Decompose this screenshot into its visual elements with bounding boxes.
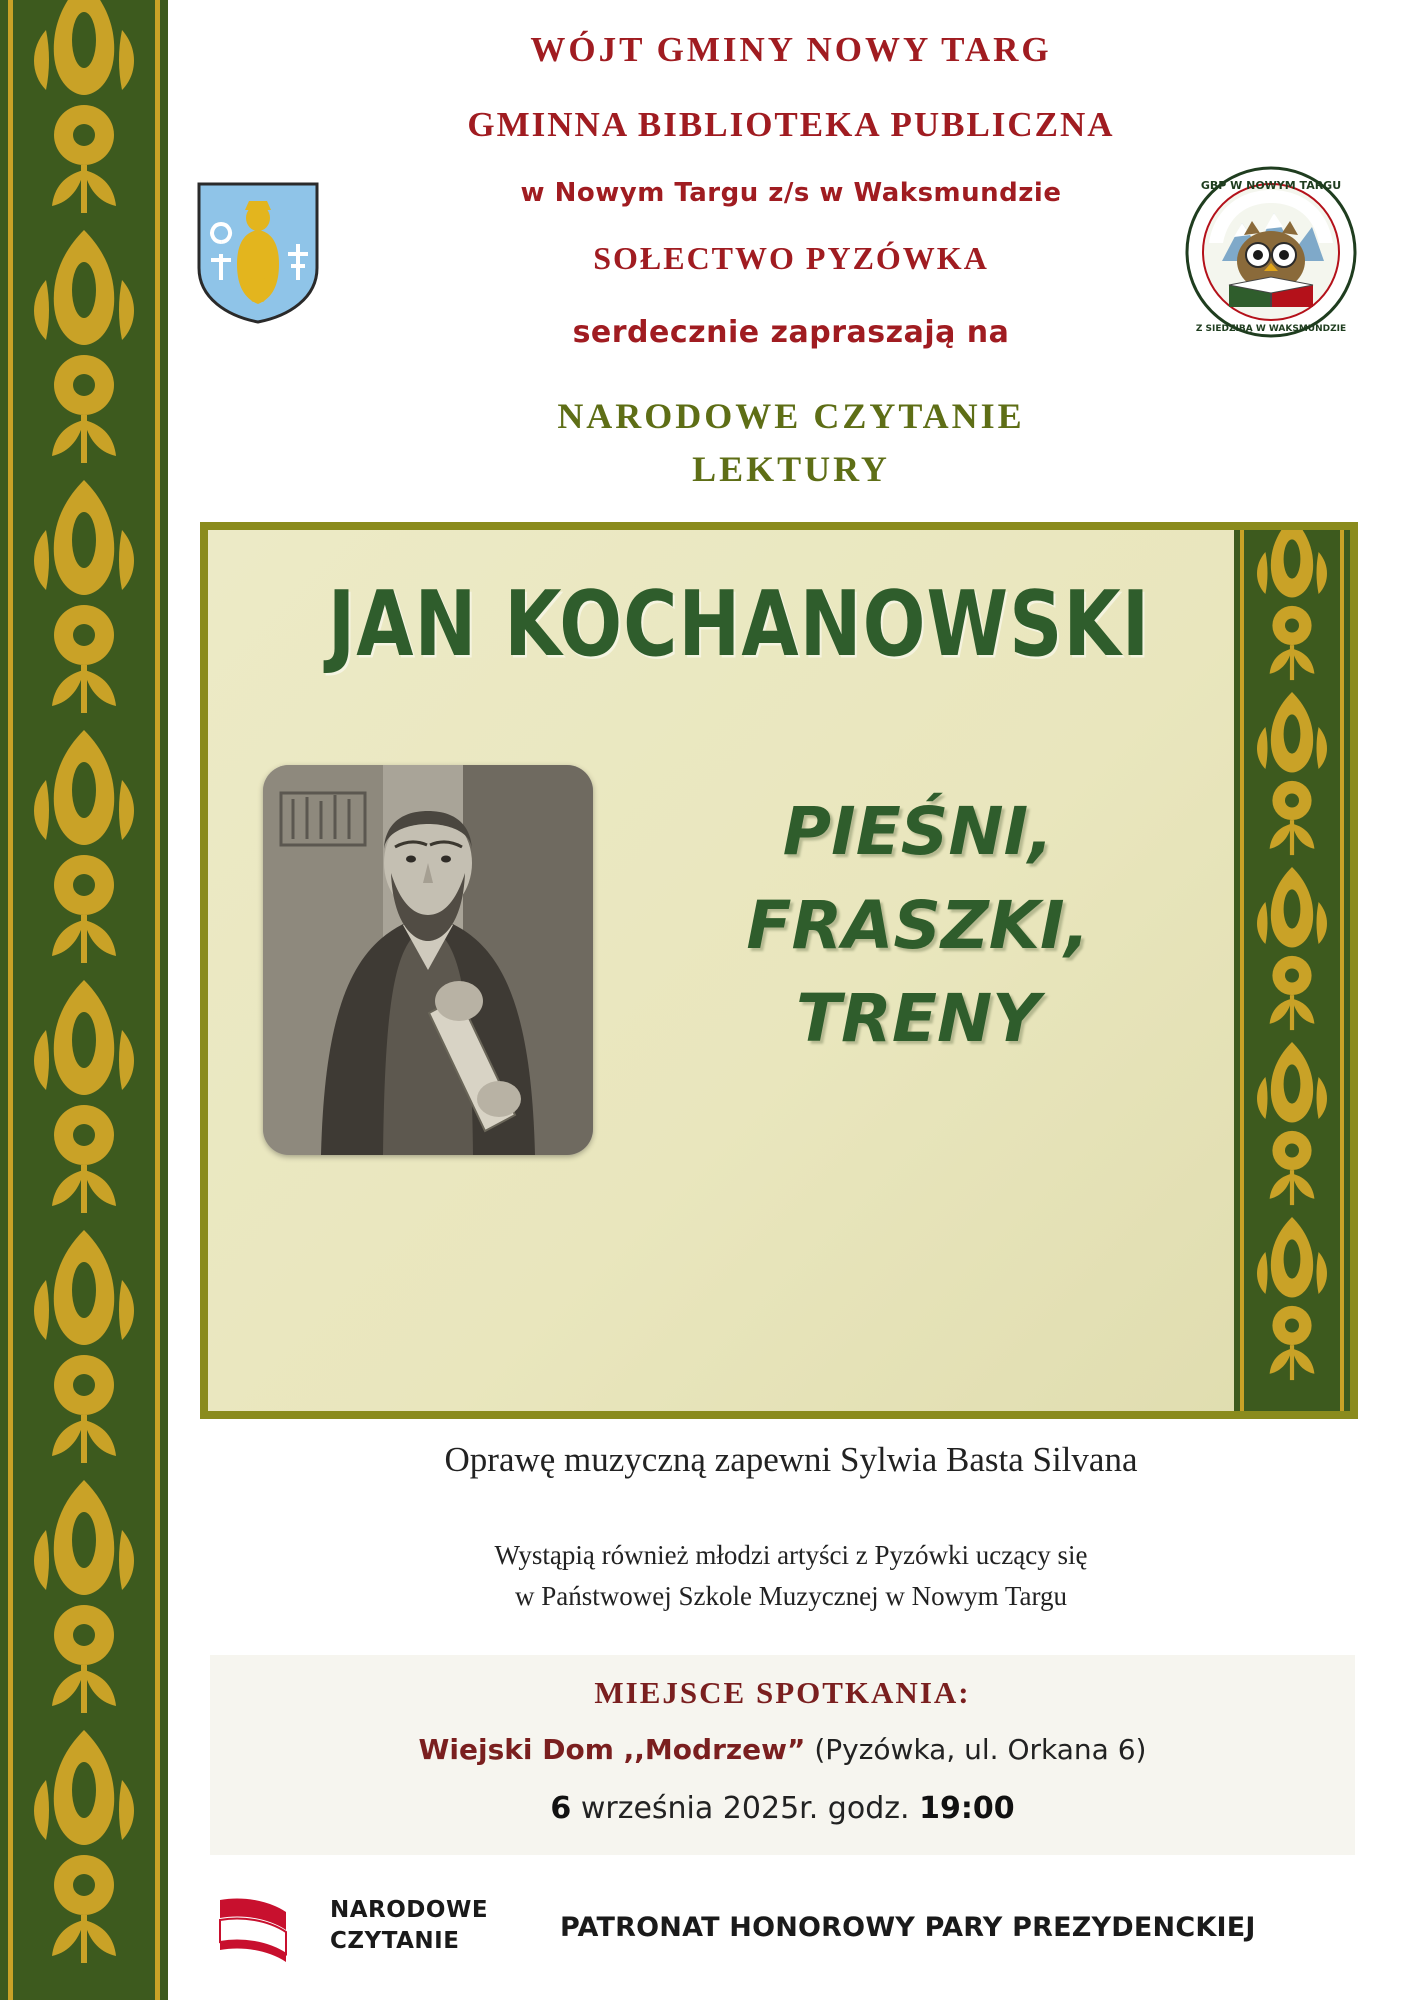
- meeting-details-box: [210, 1655, 1355, 1855]
- narodowe-czytanie-logo-text: [330, 1895, 488, 1957]
- logo-line-2: CZYTANIE: [330, 1928, 460, 1955]
- narodowe-czytanie-logo-icon: [212, 1890, 322, 1970]
- folk-motif-icon: [1250, 1210, 1334, 1385]
- venue-name: Wiejski Dom ,,Modrzew”: [418, 1733, 806, 1766]
- folk-motif-icon: [24, 220, 144, 470]
- work-treny: TRENY: [796, 980, 1040, 1058]
- event-subtitle: LEKTURY: [692, 449, 890, 489]
- svg-text:GBP W NOWYM TARGU: GBP W NOWYM TARGU: [1200, 179, 1342, 192]
- poster-header: [168, 0, 1414, 515]
- organizer-line-4: SOŁECTWO PYZÓWKA: [593, 240, 989, 276]
- folk-motif-icon: [24, 1470, 144, 1720]
- strip-gold-line-right: [1340, 530, 1344, 1411]
- invitation-line: serdecznie zapraszają na: [572, 315, 1010, 350]
- organizer-line-1: WÓJT GMINY NOWY TARG: [530, 30, 1052, 69]
- organizer-line-2: GMINNA BIBLIOTEKA PUBLICZNA: [467, 105, 1115, 144]
- presidential-patronage-text: PATRONAT HONOROWY PARY PREZYDENCKIEJ: [560, 1912, 1256, 1943]
- work-pieśni: PIEŚNI,: [782, 793, 1054, 870]
- meeting-place-heading: MIEJSCE SPOTKANIA:: [594, 1675, 971, 1710]
- event-month-year: września 2025r. godz.: [571, 1791, 920, 1826]
- coat-of-arms-icon: [193, 180, 323, 325]
- library-logo-icon: [1184, 165, 1359, 340]
- folk-motif-icon: [1250, 1035, 1334, 1210]
- band-motif-column: [18, 0, 150, 2000]
- event-day: 6: [550, 1791, 572, 1826]
- folk-motif-icon: [24, 0, 144, 220]
- band-gold-line-left: [8, 0, 13, 2000]
- poster-author-name: JAN KOCHANOWSKI: [327, 572, 1151, 677]
- folk-motif-icon: [24, 470, 144, 720]
- meeting-date-time: [210, 1791, 1355, 1826]
- venue-address: (Pyzówka, ul. Orkana 6): [805, 1733, 1147, 1766]
- folk-motif-icon: [1250, 860, 1334, 1035]
- poster-background: [208, 530, 1350, 1411]
- young-artists-text: [168, 1535, 1414, 1616]
- folk-motif-icon: [24, 1720, 144, 1970]
- poster-right-decorative-strip: [1234, 530, 1350, 1411]
- folk-motif-icon: [1250, 530, 1334, 685]
- svg-text:Z SIEDZIBĄ W WAKSMUNDZIE: Z SIEDZIBĄ W WAKSMUNDZIE: [1195, 324, 1347, 334]
- artists-line-2: w Państwowej Szkole Muzycznej w Nowym Targu: [514, 1580, 1068, 1611]
- folk-motif-icon: [24, 720, 144, 970]
- organizer-line-3: w Nowym Targu z/s w Waksmundzie: [520, 178, 1062, 208]
- strip-gold-line-left: [1240, 530, 1244, 1411]
- artists-line-1: Wystąpią również młodzi artyści z Pyzówki uczący się: [494, 1540, 1088, 1570]
- meeting-venue: [210, 1733, 1355, 1766]
- music-accompaniment-text: Oprawę muzyczną zapewni Sylwia Basta Silvana: [444, 1440, 1138, 1479]
- folk-motif-icon: [24, 970, 144, 1220]
- folk-motif-icon: [24, 1220, 144, 1470]
- folk-motif-icon: [1250, 685, 1334, 860]
- author-portrait: [263, 765, 593, 1155]
- book-poster-image: [200, 522, 1358, 1419]
- decorative-side-band: [0, 0, 168, 2000]
- work-fraszki: FRASZKI,: [746, 886, 1090, 964]
- logo-line-1: NARODOWE: [330, 1897, 489, 1923]
- poster-works-list: [638, 785, 1198, 1066]
- event-time: 19:00: [919, 1791, 1015, 1826]
- portrait-engraving-icon: [263, 765, 593, 1155]
- band-gold-line-right: [155, 0, 160, 2000]
- event-title: NARODOWE CZYTANIE: [557, 396, 1025, 436]
